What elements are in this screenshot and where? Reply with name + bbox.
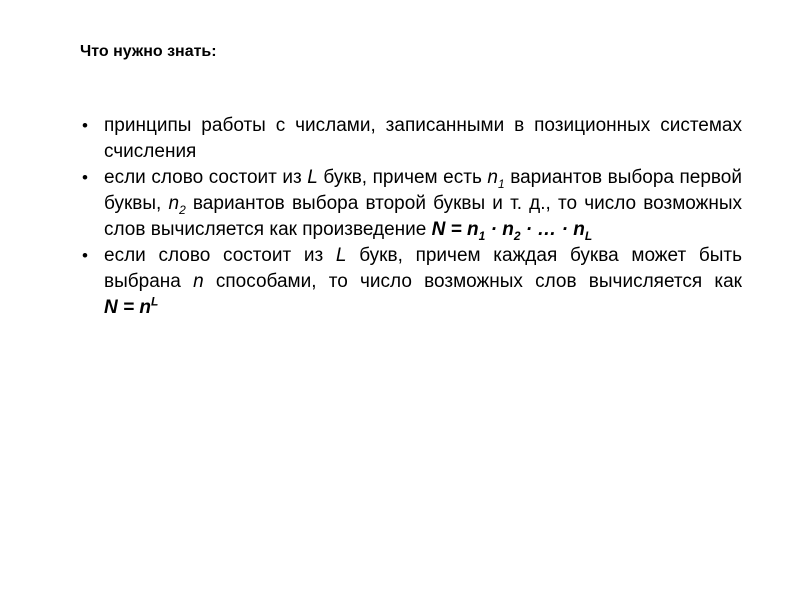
variable-n2: $n_2$ — [168, 193, 186, 217]
bullet-text-part: если слово состоит из — [104, 245, 336, 266]
variable-L: L — [335, 245, 347, 266]
variable-n: n — [193, 271, 204, 292]
bullet-text-part: букв, причем каждая буква может быть выбрана — [104, 245, 743, 292]
bullet-text: принципы работы с числами, записанными в позиционных системах счисления — [104, 115, 742, 162]
product-formula: $N = n_1 \cdot n_2$ · … · $n_L$ — [431, 219, 593, 243]
bullet-list — [80, 113, 742, 321]
bullet-item-product-rule — [80, 165, 742, 243]
bullet-icon: • — [82, 116, 88, 135]
bullet-item-power-rule — [80, 243, 742, 321]
page-heading: Что нужно знать: — [80, 43, 217, 60]
bullet-text-part: букв, причем есть — [317, 167, 488, 188]
bullet-icon: • — [82, 168, 88, 187]
variable-L: L — [307, 167, 318, 188]
variable-n1: $n_1$ — [487, 167, 505, 191]
bullet-icon: • — [82, 246, 88, 265]
bullet-text-part: если слово состоит из — [104, 167, 308, 188]
bullet-text-part: вариантов выбора второй буквы и т. д., то число возможных слов вычисляется как произведение — [104, 193, 742, 240]
power-formula: $N = n^L$ — [104, 294, 159, 318]
bullet-item-positional-systems — [80, 113, 742, 165]
bullet-text-part: вариантов выбора первой буквы, — [104, 167, 742, 214]
bullet-text-part: способами, то число возможных слов вычисляется как — [203, 271, 742, 292]
